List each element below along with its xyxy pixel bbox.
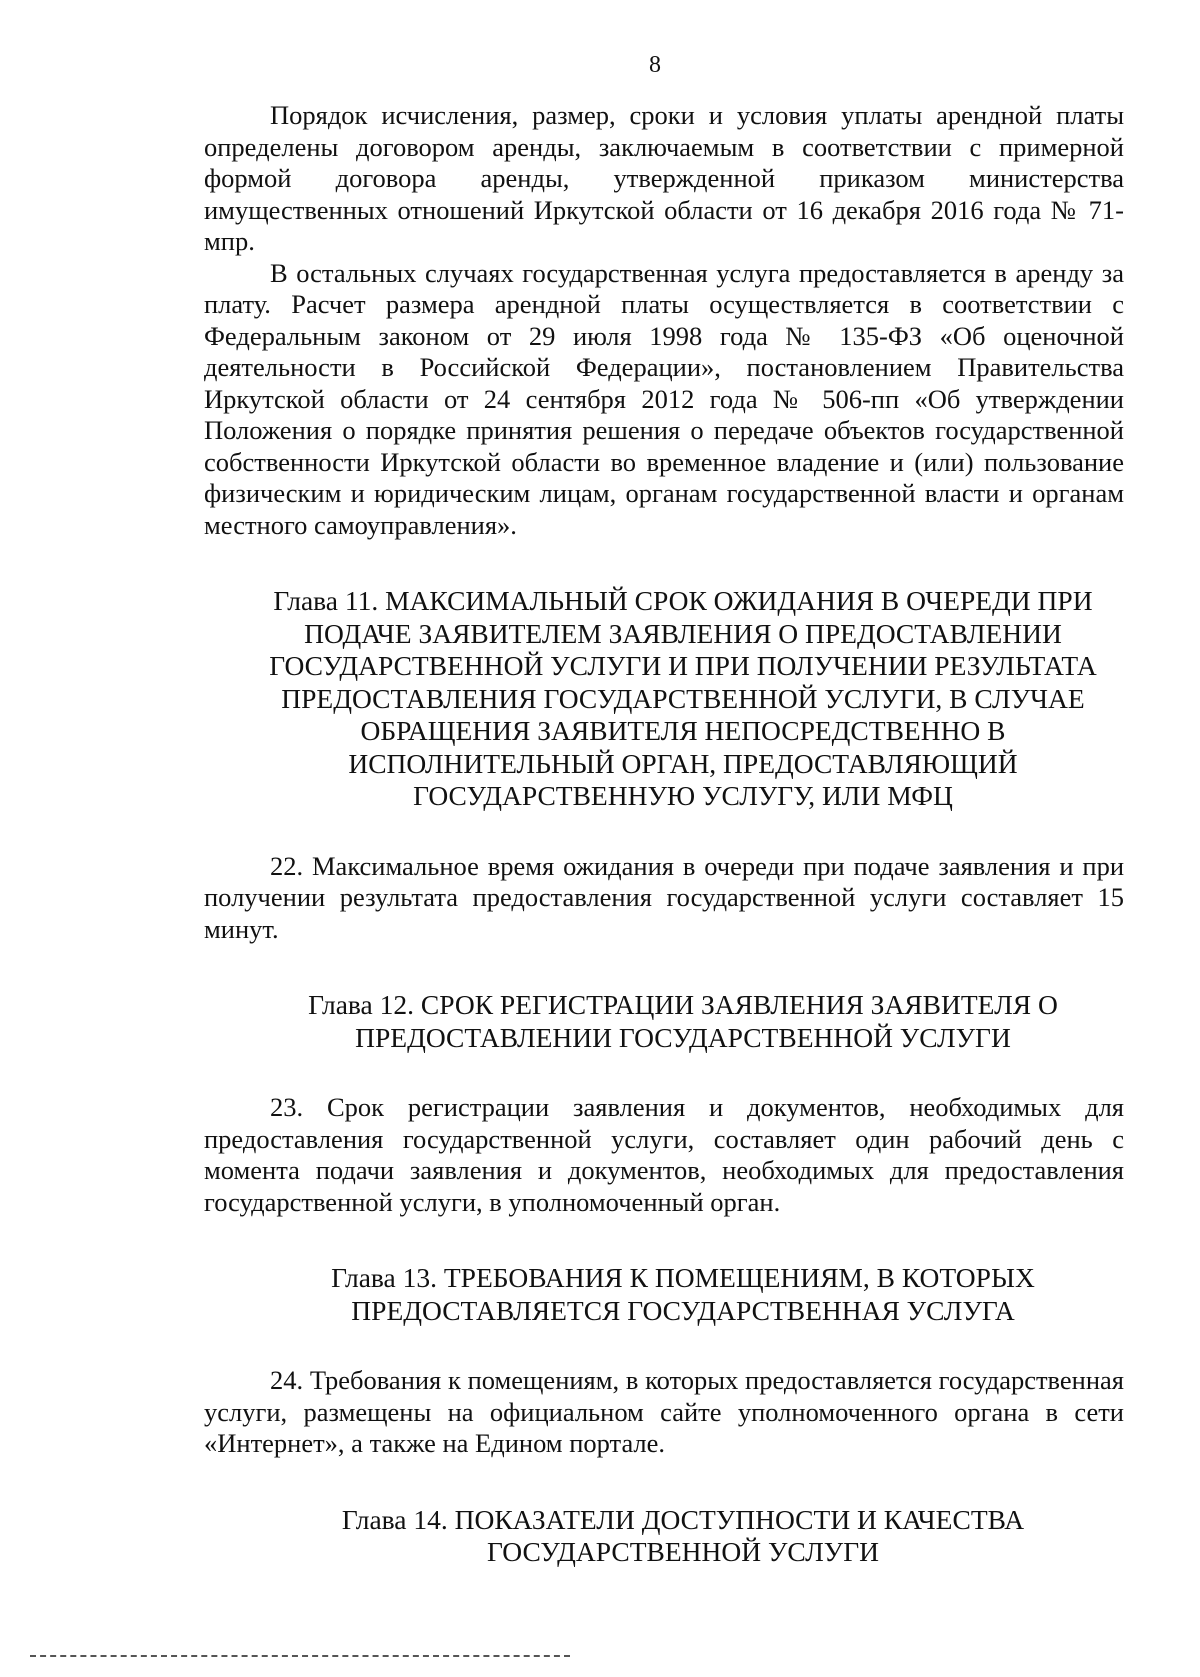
clause-22: 22. Максимальное время ожидания в очереди при подаче заявления и при получении результата предоставления государственной услуги составляет 15 минут. xyxy=(204,850,1124,944)
chapter-13-heading: Глава 13. ТРЕБОВАНИЯ К ПОМЕЩЕНИЯМ, В КОТОРЫХ ПРЕДОСТАВЛЯЕТСЯ ГОСУДАРСТВЕННАЯ УСЛУГА xyxy=(331,1262,1035,1326)
chapter-12-heading: Глава 12. СРОК РЕГИСТРАЦИИ ЗАЯВЛЕНИЯ ЗАЯВИТЕЛЯ О ПРЕДОСТАВЛЕНИИ ГОСУДАРСТВЕННОЙ УСЛУГИ xyxy=(308,989,1058,1053)
rent-payment-paragraph: Порядок исчисления, размер, сроки и условия уплаты арендной платы определены договором аренды, заключаемым в соответствии с примерной формой договора аренды, утвержденной приказом министерства имущественных отношений Иркутской области от 16 декабря 2016 года № 71-мпр. xyxy=(204,100,1124,256)
rent-calculation-paragraph: В остальных случаях государственная услуга предоставляется в аренду за плату. Расчет размера арендной платы осуществляется в соответствии с Федеральным законом от 29 июля 1998 года № 135-ФЗ «Об оценочной деятельности в Российской Федерации», постановлением Правительства Иркутской области от 24 сентября 2012 года № 506-пп «Об утверждении Положения о порядке принятия решения о передаче объектов государственной собственности Иркутской области во временное владение и (или) пользование физическим и юридическим лицам, органам государственной власти и органам местного самоуправления». xyxy=(204,257,1124,540)
chapter-14-heading: Глава 14. ПОКАЗАТЕЛИ ДОСТУПНОСТИ И КАЧЕСТВА ГОСУДАРСТВЕННОЙ УСЛУГИ xyxy=(341,1503,1025,1567)
chapter-11-heading: Глава 11. МАКСИМАЛЬНЫЙ СРОК ОЖИДАНИЯ В ОЧЕРЕДИ ПРИ ПОДАЧЕ ЗАЯВИТЕЛЕМ ЗАЯВЛЕНИЯ О ПРЕДОСТАВЛЕНИИ ГОСУДАРСТВЕННОЙ УСЛУГИ И ПРИ ПОЛУЧЕНИИ РЕЗУЛЬТАТА ПРЕДОСТАВЛЕНИЯ ГОСУДАРСТВЕННОЙ УСЛУГИ, В СЛУЧАЕ ОБРАЩЕНИЯ ЗАЯВИТЕЛЯ НЕПОСРЕДСТВЕННО В ИСПОЛНИТЕЛЬНЫЙ ОРГАН, ПРЕДОСТАВЛЯЮЩИЙ ГОСУДАРСТВЕННУЮ УСЛУГУ, ИЛИ МФЦ xyxy=(269,585,1097,811)
document-body xyxy=(204,100,1124,1569)
clause-23: 23. Срок регистрации заявления и документов, необходимых для предоставления государственной услуги, составляет один рабочий день с момента подачи заявления и документов, необходимых для предоставления государственной услуги, в уполномоченный орган. xyxy=(204,1092,1124,1217)
footer-divider xyxy=(30,1655,570,1657)
page-number: 8 xyxy=(649,52,661,78)
clause-24: 24. Требования к помещениям, в которых предоставляется государственная услуги, размещены на официальном сайте уполномоченного органа в сети «Интернет», а также на Едином портале. xyxy=(204,1365,1124,1458)
